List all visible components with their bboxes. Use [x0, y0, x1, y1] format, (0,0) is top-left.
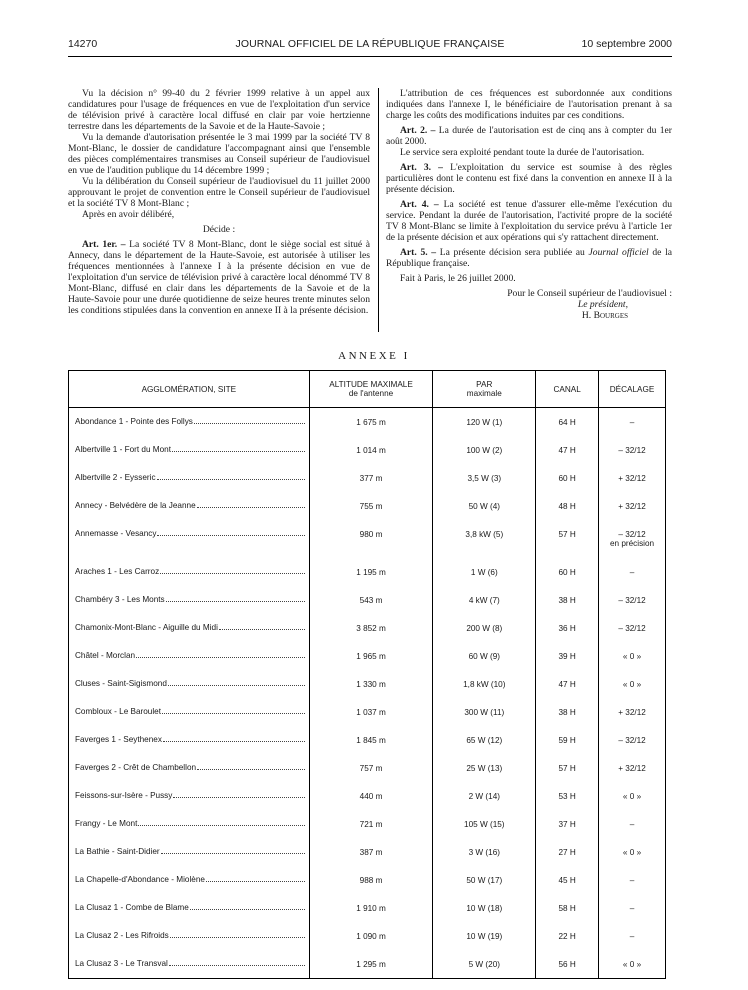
- cell-par: [433, 726, 536, 754]
- cell-par: [433, 642, 536, 670]
- dot-leader: [136, 651, 305, 658]
- cell-altitude: [309, 894, 433, 922]
- table-row: [69, 838, 666, 866]
- site-name: La Clusaz 1 - Combe de Blame: [75, 903, 189, 912]
- cell-site: [69, 614, 310, 642]
- cell-site: [69, 408, 310, 437]
- cell-canal: [536, 810, 599, 838]
- article-3: [386, 162, 672, 195]
- header-rule: [68, 56, 672, 57]
- altitude-value: 1 330 m: [356, 680, 386, 689]
- article-1-label: Art. 1er. –: [82, 239, 126, 250]
- cell-canal: [536, 754, 599, 782]
- decalage-value: + 32/12: [618, 474, 646, 483]
- decide-heading: Décide :: [202, 224, 236, 235]
- canal-value: 38 H: [558, 596, 576, 605]
- canal-value: 59 H: [558, 736, 576, 745]
- decalage-value: + 32/12: [618, 764, 646, 773]
- decalage-note: en précision: [609, 539, 655, 548]
- cell-par: [433, 950, 536, 979]
- altitude-value: 1 014 m: [356, 446, 386, 455]
- article-4-text: La société est tenue d'assurer elle-même l'exécution du service. Pendant la durée de l'autorisation, l'activité propre de la société TV 8 Mont-Blanc se limite à l'exploitation du service prévu à l'article 1er de la présente décision et aux opérations qui s'y rattachent directement.: [386, 199, 672, 243]
- par-value: 4 kW (7): [468, 596, 500, 605]
- cell-altitude: [309, 586, 433, 614]
- publication-date: 10 septembre 2000: [581, 38, 672, 50]
- table-row: [69, 754, 666, 782]
- table-row: [69, 782, 666, 810]
- visa-paragraph-1: Vu la décision n° 99-40 du 2 février 1999 relative à un appel aux candidatures pour l'usage de fréquences en vue de l'exploitation d'un service de télévision privé à caractère local diffusé en clair par voie hertzienne terrestre dans les départements de la Savoie et de la Haute-Savoie ;: [68, 88, 370, 132]
- cell-canal: [536, 408, 599, 437]
- article-4: [386, 199, 672, 243]
- cell-canal: [536, 698, 599, 726]
- annexe-title: ANNEXE I: [338, 350, 410, 362]
- table-row: [69, 586, 666, 614]
- article-2-extra: Le service sera exploité pendant toute la durée de l'autorisation.: [400, 147, 645, 158]
- cell-altitude: [309, 782, 433, 810]
- cell-decalage: [599, 950, 666, 979]
- page-number: 14270: [68, 38, 98, 50]
- dot-leader: [162, 707, 305, 714]
- header-par-line1: PAR: [476, 380, 493, 389]
- altitude-value: 3 852 m: [356, 624, 386, 633]
- article-3-label: Art. 3. –: [400, 162, 443, 173]
- site-name: Feissons-sur-Isère - Pussy: [75, 791, 173, 800]
- cell-par: [433, 558, 536, 586]
- cell-altitude: [309, 520, 433, 558]
- site-name: Albertville 1 - Fort du Mont: [75, 445, 172, 454]
- decalage-value: –: [629, 904, 635, 913]
- par-value: 2 W (14): [468, 792, 500, 801]
- par-value: 5 W (20): [468, 960, 500, 969]
- par-value: 1 W (6): [470, 568, 498, 577]
- cell-canal: [536, 838, 599, 866]
- cell-site: [69, 642, 310, 670]
- cell-par: [433, 866, 536, 894]
- cell-site: [69, 894, 310, 922]
- signature-name-text: H. Bourges: [581, 310, 628, 321]
- decalage-value: –: [629, 418, 635, 427]
- par-value: 3,8 kW (5): [465, 530, 504, 539]
- decalage-value: – 32/12: [618, 596, 646, 605]
- table-row: [69, 866, 666, 894]
- altitude-value: 1 195 m: [356, 568, 386, 577]
- altitude-value: 377 m: [359, 474, 383, 483]
- canal-value: 39 H: [558, 652, 576, 661]
- cell-canal: [536, 436, 599, 464]
- canal-value: 57 H: [558, 530, 576, 539]
- header-site-label: AGGLOMÉRATION, SITE: [141, 384, 237, 394]
- canal-value: 38 H: [558, 708, 576, 717]
- canal-value: 47 H: [558, 680, 576, 689]
- cell-decalage: [599, 698, 666, 726]
- article-1: [68, 239, 370, 316]
- cell-site: [69, 464, 310, 492]
- table-row: [69, 810, 666, 838]
- cell-site: [69, 950, 310, 979]
- visa-paragraph-2: Vu la demande d'autorisation présentée le 3 mai 1999 par la société TV 8 Mont-Blanc, le dossier de candidature l'accompagnant ainsi que l'ensemble des pièces complémentaires transmises au Conseil supérieur de l'audiovisuel en vue de l'audition publique du 14 décembre 1999 ;: [68, 132, 370, 176]
- cell-decalage: [599, 586, 666, 614]
- dot-leader: [190, 903, 305, 910]
- table-row: [69, 492, 666, 520]
- cell-decalage: [599, 464, 666, 492]
- altitude-value: 1 910 m: [356, 904, 386, 913]
- decalage-value: – 32/12: [618, 624, 646, 633]
- table-row: [69, 436, 666, 464]
- table-row: [69, 642, 666, 670]
- cell-decalage: [599, 838, 666, 866]
- header-decalage-label: DÉCALAGE: [609, 384, 655, 394]
- cell-canal: [536, 586, 599, 614]
- cell-par: [433, 670, 536, 698]
- site-name: Abondance 1 - Pointe des Follys: [75, 417, 193, 426]
- header-altitude: [309, 371, 433, 408]
- cell-par: [433, 408, 536, 437]
- cell-site: [69, 558, 310, 586]
- journal-title: JOURNAL OFFICIEL DE LA RÉPUBLIQUE FRANÇAISE: [235, 38, 505, 50]
- dot-leader: [138, 819, 304, 826]
- dot-leader: [197, 763, 305, 770]
- dot-leader: [197, 501, 305, 508]
- site-name: Combloux - Le Baroulet: [75, 707, 162, 716]
- cell-decalage: [599, 520, 666, 558]
- canal-value: 48 H: [558, 502, 576, 511]
- canal-value: 45 H: [558, 876, 576, 885]
- cell-par: [433, 436, 536, 464]
- canal-value: 60 H: [558, 568, 576, 577]
- cell-altitude: [309, 670, 433, 698]
- site-name: La Chapelle-d'Abondance - Miolène: [75, 875, 205, 884]
- altitude-value: 1 845 m: [356, 736, 386, 745]
- cell-par: [433, 838, 536, 866]
- dot-leader: [163, 735, 305, 742]
- header-par: [433, 371, 536, 408]
- article-1-text: La société TV 8 Mont-Blanc, dont le siège social est situé à Annecy, dans le département de la Haute-Savoie, est autorisée à utiliser les fréquences mentionnées à l'annexe I à la présente décision en vue de l'exploitation d'un service de télévision privé à caractère local dénommé TV 8 Mont-Blanc, diffusé en clair dans les départements de la Savoie et de la Haute-Savoie pour une durée quotidienne de seize heures trente minutes selon les conditions stipulées dans la convention en annexe II à la présente décision.: [68, 239, 370, 316]
- cell-canal: [536, 558, 599, 586]
- cell-altitude: [309, 464, 433, 492]
- par-value: 50 W (4): [468, 502, 500, 511]
- decalage-value: –: [629, 820, 635, 829]
- cell-altitude: [309, 866, 433, 894]
- cell-par: [433, 586, 536, 614]
- dot-leader: [173, 791, 304, 798]
- cell-decalage: [599, 492, 666, 520]
- cell-canal: [536, 670, 599, 698]
- article-5-text-b: de la République française.: [386, 247, 672, 269]
- cell-decalage: [599, 782, 666, 810]
- altitude-value: 440 m: [359, 792, 383, 801]
- decalage-value: « 0 »: [622, 848, 642, 857]
- fait-a-paris: Fait à Paris, le 26 juillet 2000.: [400, 273, 516, 284]
- visa-paragraph-4: Après en avoir délibéré,: [82, 209, 175, 220]
- par-value: 3,5 W (3): [467, 474, 502, 483]
- cell-altitude: [309, 754, 433, 782]
- cell-canal: [536, 726, 599, 754]
- cell-site: [69, 520, 310, 558]
- canal-value: 37 H: [558, 820, 576, 829]
- cell-par: [433, 614, 536, 642]
- par-value: 10 W (18): [466, 904, 503, 913]
- dot-leader: [170, 931, 305, 938]
- signature-president: Le président,: [577, 299, 628, 310]
- canal-value: 22 H: [558, 932, 576, 941]
- dot-leader: [168, 679, 305, 686]
- cell-site: [69, 586, 310, 614]
- altitude-value: 757 m: [359, 764, 383, 773]
- cell-altitude: [309, 950, 433, 979]
- cell-decalage: [599, 754, 666, 782]
- cell-canal: [536, 866, 599, 894]
- table-row: [69, 950, 666, 979]
- cell-decalage: [599, 558, 666, 586]
- altitude-value: 1 675 m: [356, 418, 386, 427]
- header-altitude-line2: de l'antenne: [348, 389, 394, 398]
- header-decalage: [599, 371, 666, 408]
- dot-leader: [206, 875, 305, 882]
- par-value: 65 W (12): [466, 736, 503, 745]
- cell-canal: [536, 492, 599, 520]
- cell-site: [69, 492, 310, 520]
- canal-value: 64 H: [558, 418, 576, 427]
- altitude-value: 1 090 m: [356, 932, 386, 941]
- decalage-value: –: [629, 932, 635, 941]
- cell-canal: [536, 614, 599, 642]
- signature-title: [386, 299, 672, 310]
- cell-canal: [536, 894, 599, 922]
- site-name: La Clusaz 3 - Le Transval: [75, 959, 168, 968]
- article-5-journal: Journal officiel: [588, 247, 649, 258]
- par-value: 25 W (13): [466, 764, 503, 773]
- altitude-value: 1 037 m: [356, 708, 386, 717]
- header-altitude-line1: ALTITUDE MAXIMALE: [329, 380, 413, 389]
- decalage-value: – 32/12: [618, 530, 646, 539]
- cell-altitude: [309, 492, 433, 520]
- dot-leader: [172, 445, 305, 452]
- dot-leader: [194, 417, 305, 424]
- cell-canal: [536, 520, 599, 558]
- decalage-value: « 0 »: [622, 680, 642, 689]
- cell-par: [433, 520, 536, 558]
- dot-leader: [169, 959, 305, 966]
- table-row: [69, 520, 666, 558]
- site-name: Annemasse - Vesancy: [75, 529, 157, 538]
- cell-par: [433, 922, 536, 950]
- decalage-value: « 0 »: [622, 960, 642, 969]
- dot-leader: [166, 595, 305, 602]
- cell-decalage: [599, 866, 666, 894]
- article-3-text: L'exploitation du service est soumise à des règles particulières dont le contenu est fixé dans la convention en annexe II à la présente décision.: [386, 162, 672, 195]
- par-value: 105 W (15): [464, 820, 505, 829]
- cell-par: [433, 754, 536, 782]
- altitude-value: 988 m: [359, 876, 383, 885]
- article-2-text: La durée de l'autorisation est de cinq ans à compter du 1er août 2000.: [386, 125, 672, 147]
- cell-canal: [536, 782, 599, 810]
- cell-decalage: [599, 810, 666, 838]
- site-name: Chambéry 3 - Les Monts: [75, 595, 165, 604]
- dot-leader: [157, 473, 305, 480]
- cell-decalage: [599, 614, 666, 642]
- conditions-paragraph: L'attribution de ces fréquences est subordonnée aux conditions indiquées dans l'annexe I, le bénéficiaire de l'autorisation prenant à sa charge les coûts des modifications induites par ces conditions.: [386, 88, 672, 121]
- dot-leader: [160, 567, 305, 574]
- canal-value: 57 H: [558, 764, 576, 773]
- cell-decalage: [599, 408, 666, 437]
- canal-value: 58 H: [558, 904, 576, 913]
- site-name: Annecy - Belvédère de la Jeanne: [75, 501, 196, 510]
- table-header-row: [69, 371, 666, 408]
- cell-decalage: [599, 670, 666, 698]
- cell-decalage: [599, 922, 666, 950]
- cell-canal: [536, 922, 599, 950]
- cell-decalage: [599, 436, 666, 464]
- header-site: [69, 371, 310, 408]
- site-name: Faverges 1 - Seythenex: [75, 735, 162, 744]
- dot-leader: [219, 623, 305, 630]
- cell-site: [69, 670, 310, 698]
- table-row: [69, 726, 666, 754]
- table-row: [69, 464, 666, 492]
- header-par-line2: maximale: [466, 389, 502, 398]
- site-name: Araches 1 - Les Carroz: [75, 567, 160, 576]
- column-divider: [378, 88, 379, 332]
- signature-name: [386, 310, 672, 321]
- altitude-value: 721 m: [359, 820, 383, 829]
- site-name: Albertville 2 - Eysseric: [75, 473, 156, 482]
- par-value: 3 W (16): [468, 848, 500, 857]
- cell-altitude: [309, 698, 433, 726]
- canal-value: 27 H: [558, 848, 576, 857]
- page-header: [68, 38, 672, 54]
- par-value: 200 W (8): [466, 624, 503, 633]
- cell-decalage: [599, 642, 666, 670]
- cell-canal: [536, 642, 599, 670]
- article-5-text-a: La présente décision sera publiée au: [439, 247, 585, 258]
- site-name: Frangy - Le Mont: [75, 819, 138, 828]
- site-name: La Clusaz 2 - Les Rifroids: [75, 931, 169, 940]
- decalage-value: – 32/12: [618, 446, 646, 455]
- table-row: [69, 408, 666, 437]
- decalage-value: + 32/12: [618, 502, 646, 511]
- dot-leader: [157, 529, 304, 536]
- canal-value: 56 H: [558, 960, 576, 969]
- left-column: [68, 88, 370, 316]
- cell-altitude: [309, 726, 433, 754]
- table-row: [69, 698, 666, 726]
- site-name: Chamonix-Mont-Blanc - Aiguille du Midi: [75, 623, 218, 632]
- article-5-label: Art. 5. –: [400, 247, 437, 258]
- canal-value: 53 H: [558, 792, 576, 801]
- canal-value: 60 H: [558, 474, 576, 483]
- cell-site: [69, 838, 310, 866]
- par-value: 300 W (11): [464, 708, 505, 717]
- altitude-value: 1 965 m: [356, 652, 386, 661]
- cell-altitude: [309, 558, 433, 586]
- cell-canal: [536, 464, 599, 492]
- decalage-value: « 0 »: [622, 652, 642, 661]
- site-name: Cluses - Saint-Sigismond: [75, 679, 167, 688]
- table-row: [69, 670, 666, 698]
- cell-par: [433, 810, 536, 838]
- cell-canal: [536, 950, 599, 979]
- cell-par: [433, 698, 536, 726]
- altitude-value: 387 m: [359, 848, 383, 857]
- signature-line-1: Pour le Conseil supérieur de l'audiovisuel :: [507, 288, 672, 299]
- cell-altitude: [309, 838, 433, 866]
- decalage-value: « 0 »: [622, 792, 642, 801]
- cell-site: [69, 922, 310, 950]
- cell-altitude: [309, 614, 433, 642]
- par-value: 120 W (1): [466, 418, 503, 427]
- cell-altitude: [309, 436, 433, 464]
- table-row: [69, 614, 666, 642]
- decalage-value: + 32/12: [618, 708, 646, 717]
- cell-par: [433, 782, 536, 810]
- dot-leader: [161, 847, 305, 854]
- site-name: La Bathie - Saint-Didier: [75, 847, 160, 856]
- altitude-value: 755 m: [359, 502, 383, 511]
- cell-decalage: [599, 726, 666, 754]
- visa-paragraph-3: Vu la délibération du Conseil supérieur de l'audiovisuel du 11 juillet 2000 approuvant le projet de convention entre le Conseil supérieur de l'audiovisuel et la société TV 8 Mont-Blanc ;: [68, 176, 370, 209]
- cell-site: [69, 866, 310, 894]
- par-value: 10 W (19): [466, 932, 503, 941]
- cell-site: [69, 436, 310, 464]
- cell-altitude: [309, 642, 433, 670]
- decalage-value: – 32/12: [618, 736, 646, 745]
- article-5: [386, 247, 672, 269]
- header-canal-label: CANAL: [553, 384, 581, 394]
- par-value: 50 W (17): [466, 876, 503, 885]
- article-2-label: Art. 2. –: [400, 125, 436, 136]
- article-2: [386, 125, 672, 147]
- header-canal: [536, 371, 599, 408]
- cell-site: [69, 810, 310, 838]
- cell-decalage: [599, 894, 666, 922]
- cell-site: [69, 754, 310, 782]
- cell-altitude: [309, 922, 433, 950]
- altitude-value: 1 295 m: [356, 960, 386, 969]
- altitude-value: 980 m: [359, 530, 383, 539]
- cell-altitude: [309, 408, 433, 437]
- canal-value: 36 H: [558, 624, 576, 633]
- cell-par: [433, 894, 536, 922]
- table-row: [69, 922, 666, 950]
- canal-value: 47 H: [558, 446, 576, 455]
- decalage-value: –: [629, 568, 635, 577]
- article-4-label: Art. 4. –: [400, 199, 439, 210]
- cell-altitude: [309, 810, 433, 838]
- cell-par: [433, 464, 536, 492]
- annexe-table: [68, 370, 666, 979]
- par-value: 60 W (9): [468, 652, 500, 661]
- table-row: [69, 558, 666, 586]
- par-value: 100 W (2): [466, 446, 503, 455]
- site-name: Faverges 2 - Crêt de Chambellon: [75, 763, 197, 772]
- right-column: [386, 88, 672, 321]
- cell-site: [69, 726, 310, 754]
- table-row: [69, 894, 666, 922]
- par-value: 1,8 kW (10): [463, 680, 506, 689]
- cell-site: [69, 698, 310, 726]
- cell-par: [433, 492, 536, 520]
- site-name: Châtel - Morclan: [75, 651, 136, 660]
- decalage-value: –: [629, 876, 635, 885]
- altitude-value: 543 m: [359, 596, 383, 605]
- cell-site: [69, 782, 310, 810]
